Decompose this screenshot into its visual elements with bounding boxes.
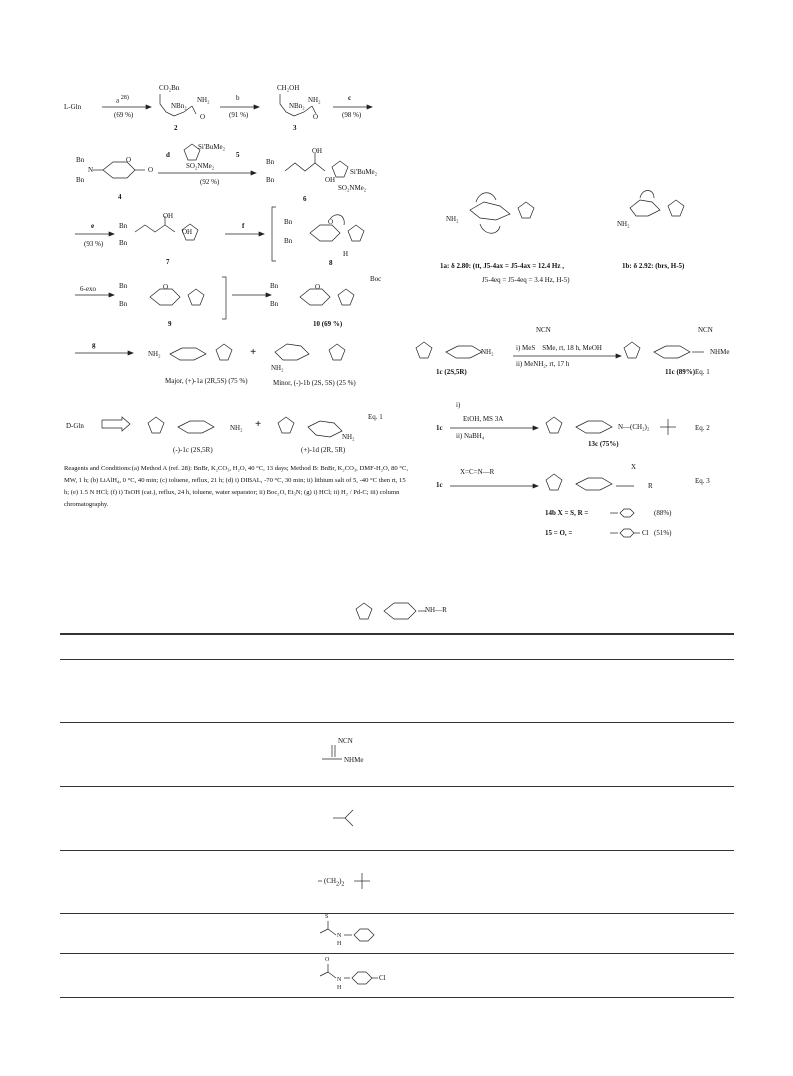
bn-6a: Bn xyxy=(266,158,275,166)
step-d-yield: (92 %) xyxy=(200,178,220,186)
nh2-1a: NH₂ xyxy=(148,350,161,358)
compound-9-structure xyxy=(120,275,230,320)
eq2-cond: EtOH, MS 3A xyxy=(463,415,504,423)
plus-sign: + xyxy=(250,346,257,358)
o-8: O xyxy=(328,218,334,226)
conformer-1a xyxy=(440,180,570,250)
row5-nh: N H xyxy=(337,933,342,947)
yield-14b: (88%) xyxy=(654,509,672,517)
nh2-conformer-1b: NH₂ xyxy=(617,220,630,228)
compound-1d-label: (+)-1d (2R, 5R) xyxy=(301,446,346,454)
compound-6-label: 6 xyxy=(303,195,307,203)
step-b-yield: (91 %) xyxy=(229,111,249,119)
eq1-product-ncn: NCN xyxy=(698,326,713,334)
eq2-tag: Eq. 2 xyxy=(695,424,710,432)
arrow-f xyxy=(225,233,265,237)
isopropyl-icon xyxy=(333,808,358,828)
table-bottom-rule xyxy=(60,997,734,998)
group-o-3: O xyxy=(313,113,319,121)
group-nbn2: NBn₂ xyxy=(171,102,187,110)
bn-8a: Bn xyxy=(284,218,293,226)
eq1-step-i: i) MeS SMe, rt, 18 h, MeOH xyxy=(516,344,602,352)
eq1-product-label: 11c (89%) xyxy=(665,368,696,376)
table-top-rule xyxy=(60,633,734,635)
group-nbn2-3: NBn₂ xyxy=(289,102,305,110)
eq1-tag: Eq. 1 xyxy=(695,368,710,376)
eq2-step-i: i) xyxy=(456,401,461,409)
thiourea-icon xyxy=(316,921,386,951)
eq3-reactant: 1c xyxy=(436,481,443,489)
nmr-1a-line1: 1a: δ 2.80: (tt, J5-4ax = J5-4ax = 12.4 Hz , xyxy=(440,262,564,270)
six-exo-label: 6-exo xyxy=(80,285,96,293)
eq1-product-structure xyxy=(618,330,718,370)
eq2-product-label: 13c (75%) xyxy=(588,440,619,448)
step-b-label: b xyxy=(236,94,240,102)
row6-o: O xyxy=(325,957,330,963)
retro-arrow xyxy=(102,417,132,431)
bn-4b: Bn xyxy=(76,176,85,184)
chloro-label: Cl xyxy=(642,529,649,537)
group-co2bn: CO₂Bn xyxy=(159,84,180,92)
group-ch2oh: CH₂OH xyxy=(277,84,300,92)
row5-s: S xyxy=(325,914,329,920)
eq2-product-structure xyxy=(540,405,690,445)
eq2-nch2: N—(CH₂)₂ xyxy=(618,423,650,431)
bn-7b: Bn xyxy=(119,239,128,247)
eq2-step-ii: ii) NaBH₄ xyxy=(456,432,485,440)
eq3-reagent: X=C=N—R xyxy=(460,468,495,476)
oh-6: OH xyxy=(312,147,323,155)
compound-3-label: 3 xyxy=(293,124,297,132)
reagents-conditions: Reagents and Conditions:(a) Method A (ref. 28): BnBr, K₂CO₃, H₂O, 40 °C, 13 days; Method B: BnBr, K₂CO₃, DMF-H₂O, 80 °C, MW, 1 h; (b) LiAlH₄, 0 °C, 40 min; (c) toluene, reflux, 21 h; (d) i) DIBAL, -70 °C, 30 min; ii) lithium salt of 5, -40 °C then rt, 15 h; (e) 1.5 N HCl; (f) i) TsOH (cat.), reflux, 24 h, toluene, water separator; ii) Boc₂O, Et₃N; (g) i) HCl; ii) H₂ / Pd-C; iii) column chromatography. xyxy=(64,465,409,508)
nh2-1b: NH₂ xyxy=(271,364,284,372)
group-nh2: NH₂ xyxy=(197,96,210,104)
bn-7a: Bn xyxy=(119,222,128,230)
nh2-conformer-1a: NH₂ xyxy=(446,215,459,223)
eq1-step-ii: ii) MeNH₂, rt, 17 h xyxy=(516,360,570,368)
group-o: O xyxy=(200,113,206,121)
arrow-a xyxy=(102,106,152,110)
o-4b: O xyxy=(148,166,154,174)
step-f-label: f xyxy=(242,222,245,230)
so2-6: SO₂NMe₂ xyxy=(338,184,367,192)
major-label: Major, (+)-1a (2R,5S) (75 %) xyxy=(165,377,248,385)
eq3-tag: Eq. 3 xyxy=(695,477,710,485)
bn-10b: Bn xyxy=(270,300,279,308)
arrow-d xyxy=(158,172,258,176)
eq1-arrow xyxy=(513,355,623,359)
conformer-1b xyxy=(610,180,710,240)
row6-nh: N H xyxy=(337,977,342,991)
row6-cl: Cl xyxy=(379,974,386,982)
eq3-arrow xyxy=(450,485,540,489)
yield-15: (51%) xyxy=(654,529,672,537)
row4-ch2: $(CH_2)_2$ xyxy=(324,877,345,888)
o-9: O xyxy=(163,283,169,291)
nmr-1a-line2: J5-4eq = J5-4eq = 3.4 Hz, H-5) xyxy=(482,276,570,284)
step-g-label: g xyxy=(92,341,96,349)
si-6: Si'BuMe₂ xyxy=(350,168,378,176)
row2-ncn: NCN xyxy=(338,737,353,745)
oh-7: OH xyxy=(163,212,174,220)
bn-9a: Bn xyxy=(119,282,128,290)
table-rule-2 xyxy=(60,722,734,723)
reagent-5-so2: SO₂NMe₂ xyxy=(186,162,215,170)
oh-6b: OH xyxy=(325,176,336,184)
bn-4a: Bn xyxy=(76,156,85,164)
minor-label: Minor, (-)-1b (2S, 5S) (25 %) xyxy=(273,379,356,387)
table-rule-3 xyxy=(60,786,734,787)
eq1-ncn: NCN xyxy=(536,326,551,334)
product-14b: 14b X = S, R = xyxy=(545,509,589,517)
arrow-b xyxy=(220,106,260,110)
compound-2-label: 2 xyxy=(174,124,178,132)
h-8: H xyxy=(343,250,349,258)
group-nh2-3: NH₂ xyxy=(308,96,321,104)
table-rule-1 xyxy=(60,659,734,660)
row2-nhme: NHMe xyxy=(344,756,364,764)
eq1-product-nhme: NHMe xyxy=(710,348,730,356)
step-e-label: e xyxy=(91,222,95,230)
compound-1c-label: (-)-1c (2S,5R) xyxy=(173,446,213,454)
arrow-e xyxy=(75,233,115,237)
compound-4-label: 4 xyxy=(118,193,122,201)
bn-9b: Bn xyxy=(119,300,128,308)
eq3-r: R xyxy=(648,482,653,490)
nmr-1b-line: 1b: δ 2.92: (brs, H-5) xyxy=(622,262,685,270)
eq1-nh2: NH₂ xyxy=(481,348,494,356)
oh-7b: OH xyxy=(182,228,193,236)
n-4: N xyxy=(88,166,94,174)
reagent-5-si: Si'BuMe₂ xyxy=(198,143,226,151)
eq2-arrow xyxy=(450,427,540,431)
eq2-reactant: 1c xyxy=(436,424,443,432)
table-rule-6 xyxy=(60,953,734,954)
o-4: O xyxy=(126,156,132,164)
nh2-1c: NH₂ xyxy=(230,424,243,432)
compound-10-label: 10 (69 %) xyxy=(313,320,343,328)
boc-10: Boc xyxy=(370,275,382,283)
compound-8-label: 8 xyxy=(329,259,333,267)
compound-1d-structure xyxy=(272,405,382,450)
bn-8b: Bn xyxy=(284,237,293,245)
product-15: 15 = O, = xyxy=(545,529,573,537)
compound-9-label: 9 xyxy=(168,320,172,328)
header-nh-r: NH—R xyxy=(425,606,447,614)
compound-8-bracket xyxy=(270,205,390,265)
eq1-label: Eq. 1 xyxy=(368,413,383,421)
bn-6b: Bn xyxy=(266,176,275,184)
arrow-g xyxy=(75,352,135,356)
eq1-reactant-structure xyxy=(410,330,510,370)
compound-4-structure xyxy=(85,150,155,190)
eq1-reactant-label: 1c (2S,5R) xyxy=(436,368,467,376)
compound-7-label: 7 xyxy=(166,258,170,266)
step-a-yield: (69 %) xyxy=(114,111,134,119)
cyclohexyl-icon xyxy=(610,508,640,518)
arrow-c xyxy=(333,106,373,110)
arrow-to-10 xyxy=(232,294,272,298)
eq3-x: X xyxy=(631,463,637,471)
d-gln-label: D-Gln xyxy=(66,422,84,430)
step-e-yield: (93 %) xyxy=(84,240,104,248)
arrow-6exo xyxy=(75,294,115,298)
nh2-1d: NH₂ xyxy=(342,433,355,441)
step-a-label: a $^{28)}$ xyxy=(116,95,129,105)
o-10: O xyxy=(315,283,321,291)
step-c-label: c xyxy=(348,94,352,102)
step-d-label: d xyxy=(166,151,170,159)
table-rule-4 xyxy=(60,850,734,851)
plus-sign-2: + xyxy=(255,418,262,430)
start-material: L-Gln xyxy=(64,103,82,111)
compound-5-label: 5 xyxy=(236,151,240,159)
compound-10-structure xyxy=(270,275,380,320)
table-rule-5 xyxy=(60,913,734,914)
step-c-yield: (98 %) xyxy=(342,111,362,119)
bn-10a: Bn xyxy=(270,282,279,290)
